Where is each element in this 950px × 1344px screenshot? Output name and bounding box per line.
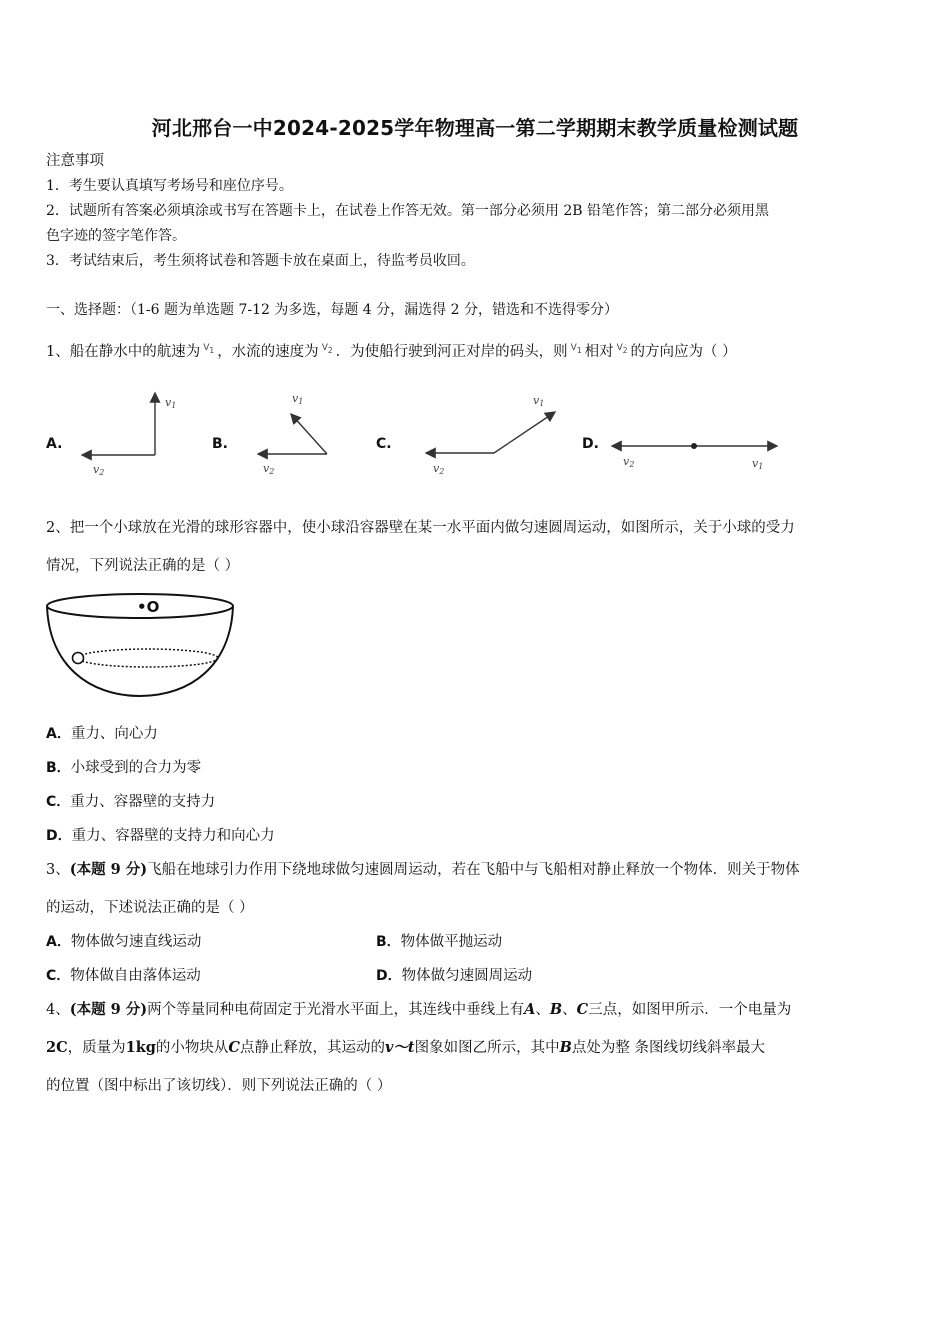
question-1-stem (46, 338, 737, 362)
label-v1: v1 (752, 457, 764, 471)
q1-option-b-label: B. (212, 436, 228, 452)
v2-symbol: V2 (616, 343, 628, 355)
question-4-stem: 4、(本题 9 分)两个等量同种电荷固定于光滑水平面上，其连线中垂线上有A、B、C三点，如图甲所示．一个电量为 (46, 1001, 792, 1018)
v1-symbol: V1 (570, 343, 582, 355)
q1-option-d-label: D. (582, 436, 599, 452)
label-v1: v1 (165, 396, 177, 410)
bowl-diagram (44, 590, 244, 710)
q1-option-a-label: A. (46, 436, 63, 452)
q2-option-a[interactable]: A．重力、向心力 (46, 726, 158, 742)
label-v1: v1 (292, 392, 304, 406)
notice-item-2: 2．试题所有答案必须填涂或书写在答题卡上，在试卷上作答无效。第一部分必须用 2B 铅笔作答；第二部分必须用黑 (46, 203, 769, 219)
question-4-stem-end: 的位置（图中标出了该切线）．则下列说法正确的（ ） (46, 1078, 392, 1094)
q3-option-d[interactable]: D．物体做匀速圆周运动 (376, 968, 533, 984)
question-2-stem: 2、把一个小球放在光滑的球形容器中，使小球沿容器壁在某一水平面内做匀速圆周运动，如图所示，关于小球的受力 (46, 520, 795, 536)
v1-symbol: V1 (203, 343, 215, 355)
question-4-stem-cont: 2C，质量为1kg的小物块从C点静止释放，其运动的v～t图象如图乙所示，其中B点处为整 条图线切线斜率最大 (46, 1039, 765, 1056)
ball (73, 653, 84, 664)
v2-symbol: V2 (321, 343, 333, 355)
q2-option-b[interactable]: B．小球受到的合力为零 (46, 760, 202, 776)
question-3-stem: 3、(本题 9 分)飞船在地球引力作用下绕地球做匀速圆周运动，若在飞船中与飞船相对静止释放一个物体．则关于物体 (46, 861, 800, 878)
diagram-c (426, 394, 555, 476)
label-v2: v2 (93, 463, 105, 477)
q3-option-c[interactable]: C．物体做自由落体运动 (46, 968, 201, 984)
notice-item-3: 3．考试结束后，考生须将试卷和答题卡放在桌面上，待监考员收回。 (46, 253, 475, 269)
q1-text-4: 相对 (584, 344, 614, 360)
diagram-a (82, 393, 176, 477)
q2-option-d[interactable]: D．重力、容器壁的支持力和向心力 (46, 828, 275, 844)
label-v2: v2 (433, 462, 445, 476)
diagram-b (258, 392, 327, 476)
label-v2: v2 (623, 455, 635, 469)
page-title: 河北邢台一中2024-2025学年物理高一第二学期期末教学质量检测试题 (151, 116, 799, 140)
q3-option-a[interactable]: A．物体做匀速直线运动 (46, 934, 202, 950)
question-3-stem-cont: 的运动，下述说法正确的是（ ） (46, 900, 254, 916)
q1-text-2: ，水流的速度为 (217, 344, 319, 360)
center-label: •O (137, 598, 160, 616)
notice-item-1: 1．考生要认真填写考场号和座位序号。 (46, 178, 293, 194)
notice-item-2-cont: 色字迹的签字笔作答。 (46, 228, 186, 244)
question-2-stem-cont: 情况，下列说法正确的是（ ） (46, 558, 240, 574)
q3-option-b[interactable]: B．物体做平抛运动 (376, 934, 503, 950)
q2-option-c[interactable]: C．重力、容器壁的支持力 (46, 794, 216, 810)
q1-text-5: 的方向应为（ ） (630, 344, 737, 360)
q1-text-3: ．为使船行驶到河正对岸的码头，则 (335, 344, 568, 360)
label-v1: v1 (533, 394, 545, 408)
q1-vector-diagrams (0, 380, 950, 480)
diagram-d (612, 443, 777, 471)
section-heading: 一、选择题：（1-6 题为单选题 7-12 为多选，每题 4 分，漏选得 2 分，错选和不选得零分） (46, 302, 618, 318)
q1-text-1: 1、船在静水中的航速为 (46, 344, 201, 360)
q1-option-c-label: C. (376, 436, 392, 452)
label-v2: v2 (263, 462, 275, 476)
notice-heading: 注意事项 (46, 153, 104, 169)
